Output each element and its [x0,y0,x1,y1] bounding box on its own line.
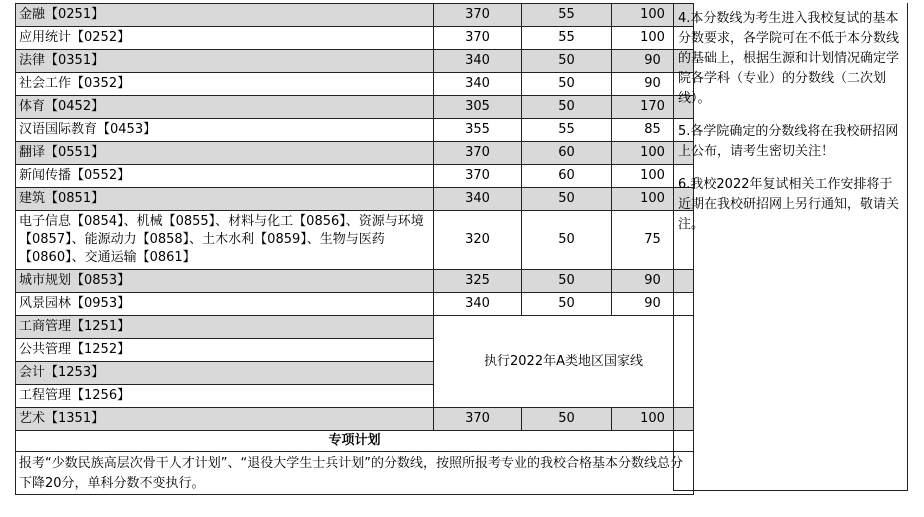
major-name-cell: 应用统计【0252】 [16,27,434,50]
other-subject-score-cell: 100 [612,165,694,188]
single-subject-score-cell: 50 [522,96,612,119]
table-row [16,73,694,96]
table-row [16,188,694,211]
single-subject-score-cell: 60 [522,142,612,165]
table-row [16,293,694,316]
total-score-cell: 355 [434,119,522,142]
major-name-cell: 城市规划【0853】 [16,270,434,293]
major-name-cell: 建筑【0851】 [16,188,434,211]
total-score-cell: 340 [434,50,522,73]
score-rows [16,4,694,495]
national-line-note: 执行2022年A类地区国家线 [434,316,694,408]
other-subject-score-cell: 170 [612,96,694,119]
note-4: 4.本分数线为考生进入我校复试的基本分数要求，各学院可在不低于本分数线的基础上，根据生源和计划情况确定学院各学科（专业）的分数线（二次划线）。 [678,11,900,106]
table-row [16,50,694,73]
single-subject-score-cell: 50 [522,188,612,211]
table-row [16,270,694,293]
other-subject-score-cell: 90 [612,73,694,96]
table-row [16,119,694,142]
major-name-cell: 社会工作【0352】 [16,73,434,96]
major-name-cell: 工程管理【1256】 [16,385,434,408]
total-score-cell: 340 [434,188,522,211]
single-subject-score-cell: 55 [522,4,612,27]
score-table [15,3,694,495]
table-row [16,165,694,188]
other-subject-score-cell: 90 [612,293,694,316]
table-row [16,142,694,165]
table-row [16,316,694,339]
section-row [16,431,694,452]
note-5: 5.各学院确定的分数线将在我校研招网上公布，请考生密切关注！ [678,124,899,159]
single-subject-score-cell: 50 [522,211,612,270]
single-subject-score-cell: 60 [522,165,612,188]
other-subject-score-cell: 100 [612,408,694,431]
major-name-cell: 翻译【0551】 [16,142,434,165]
total-score-cell: 325 [434,270,522,293]
total-score-cell: 320 [434,211,522,270]
other-subject-score-cell: 100 [612,4,694,27]
other-subject-score-cell: 75 [612,211,694,270]
other-subject-score-cell: 100 [612,142,694,165]
total-score-cell: 370 [434,142,522,165]
table-row [16,4,694,27]
table-row [16,96,694,119]
note-row [16,452,694,495]
other-subject-score-cell: 100 [612,27,694,50]
table-row [16,408,694,431]
major-name-cell: 工商管理【1251】 [16,316,434,339]
single-subject-score-cell: 50 [522,408,612,431]
single-subject-score-cell: 55 [522,119,612,142]
special-plan-note: 报考“少数民族高层次骨干人才计划”、“退役大学生士兵计划”的分数线，按照所报考专业的我校合格基本分数线总分下降20分，单科分数不变执行。 [16,452,694,495]
table-row [16,27,694,50]
major-name-cell: 公共管理【1252】 [16,339,434,362]
note-6: 6.我校2022年复试相关工作安排将于近期在我校研招网上另行通知，敬请关注。 [678,177,900,232]
other-subject-score-cell: 100 [612,188,694,211]
major-name-cell: 体育【0452】 [16,96,434,119]
table-row [16,211,694,270]
total-score-cell: 370 [434,165,522,188]
major-name-cell: 艺术【1351】 [16,408,434,431]
major-name-cell: 金融【0251】 [16,4,434,27]
total-score-cell: 340 [434,293,522,316]
notes-panel [673,3,908,491]
total-score-cell: 305 [434,96,522,119]
major-name-cell: 风景园林【0953】 [16,293,434,316]
total-score-cell: 370 [434,408,522,431]
major-name-cell: 汉语国际教育【0453】 [16,119,434,142]
major-name-cell: 法律【0351】 [16,50,434,73]
other-subject-score-cell: 85 [612,119,694,142]
major-name-cell: 新闻传播【0552】 [16,165,434,188]
total-score-cell: 340 [434,73,522,96]
other-subject-score-cell: 90 [612,50,694,73]
total-score-cell: 370 [434,27,522,50]
single-subject-score-cell: 50 [522,270,612,293]
single-subject-score-cell: 50 [522,293,612,316]
major-name-cell: 电子信息【0854】、机械【0855】、材料与化工【0856】、资源与环境【0857】、能源动力【0858】、土木水利【0859】、生物与医药【0860】、交通运输【0861】 [16,211,434,270]
other-subject-score-cell: 90 [612,270,694,293]
single-subject-score-cell: 55 [522,27,612,50]
single-subject-score-cell: 50 [522,50,612,73]
major-name-cell: 会计【1253】 [16,362,434,385]
section-title: 专项计划 [16,431,694,452]
total-score-cell: 370 [434,4,522,27]
single-subject-score-cell: 50 [522,73,612,96]
